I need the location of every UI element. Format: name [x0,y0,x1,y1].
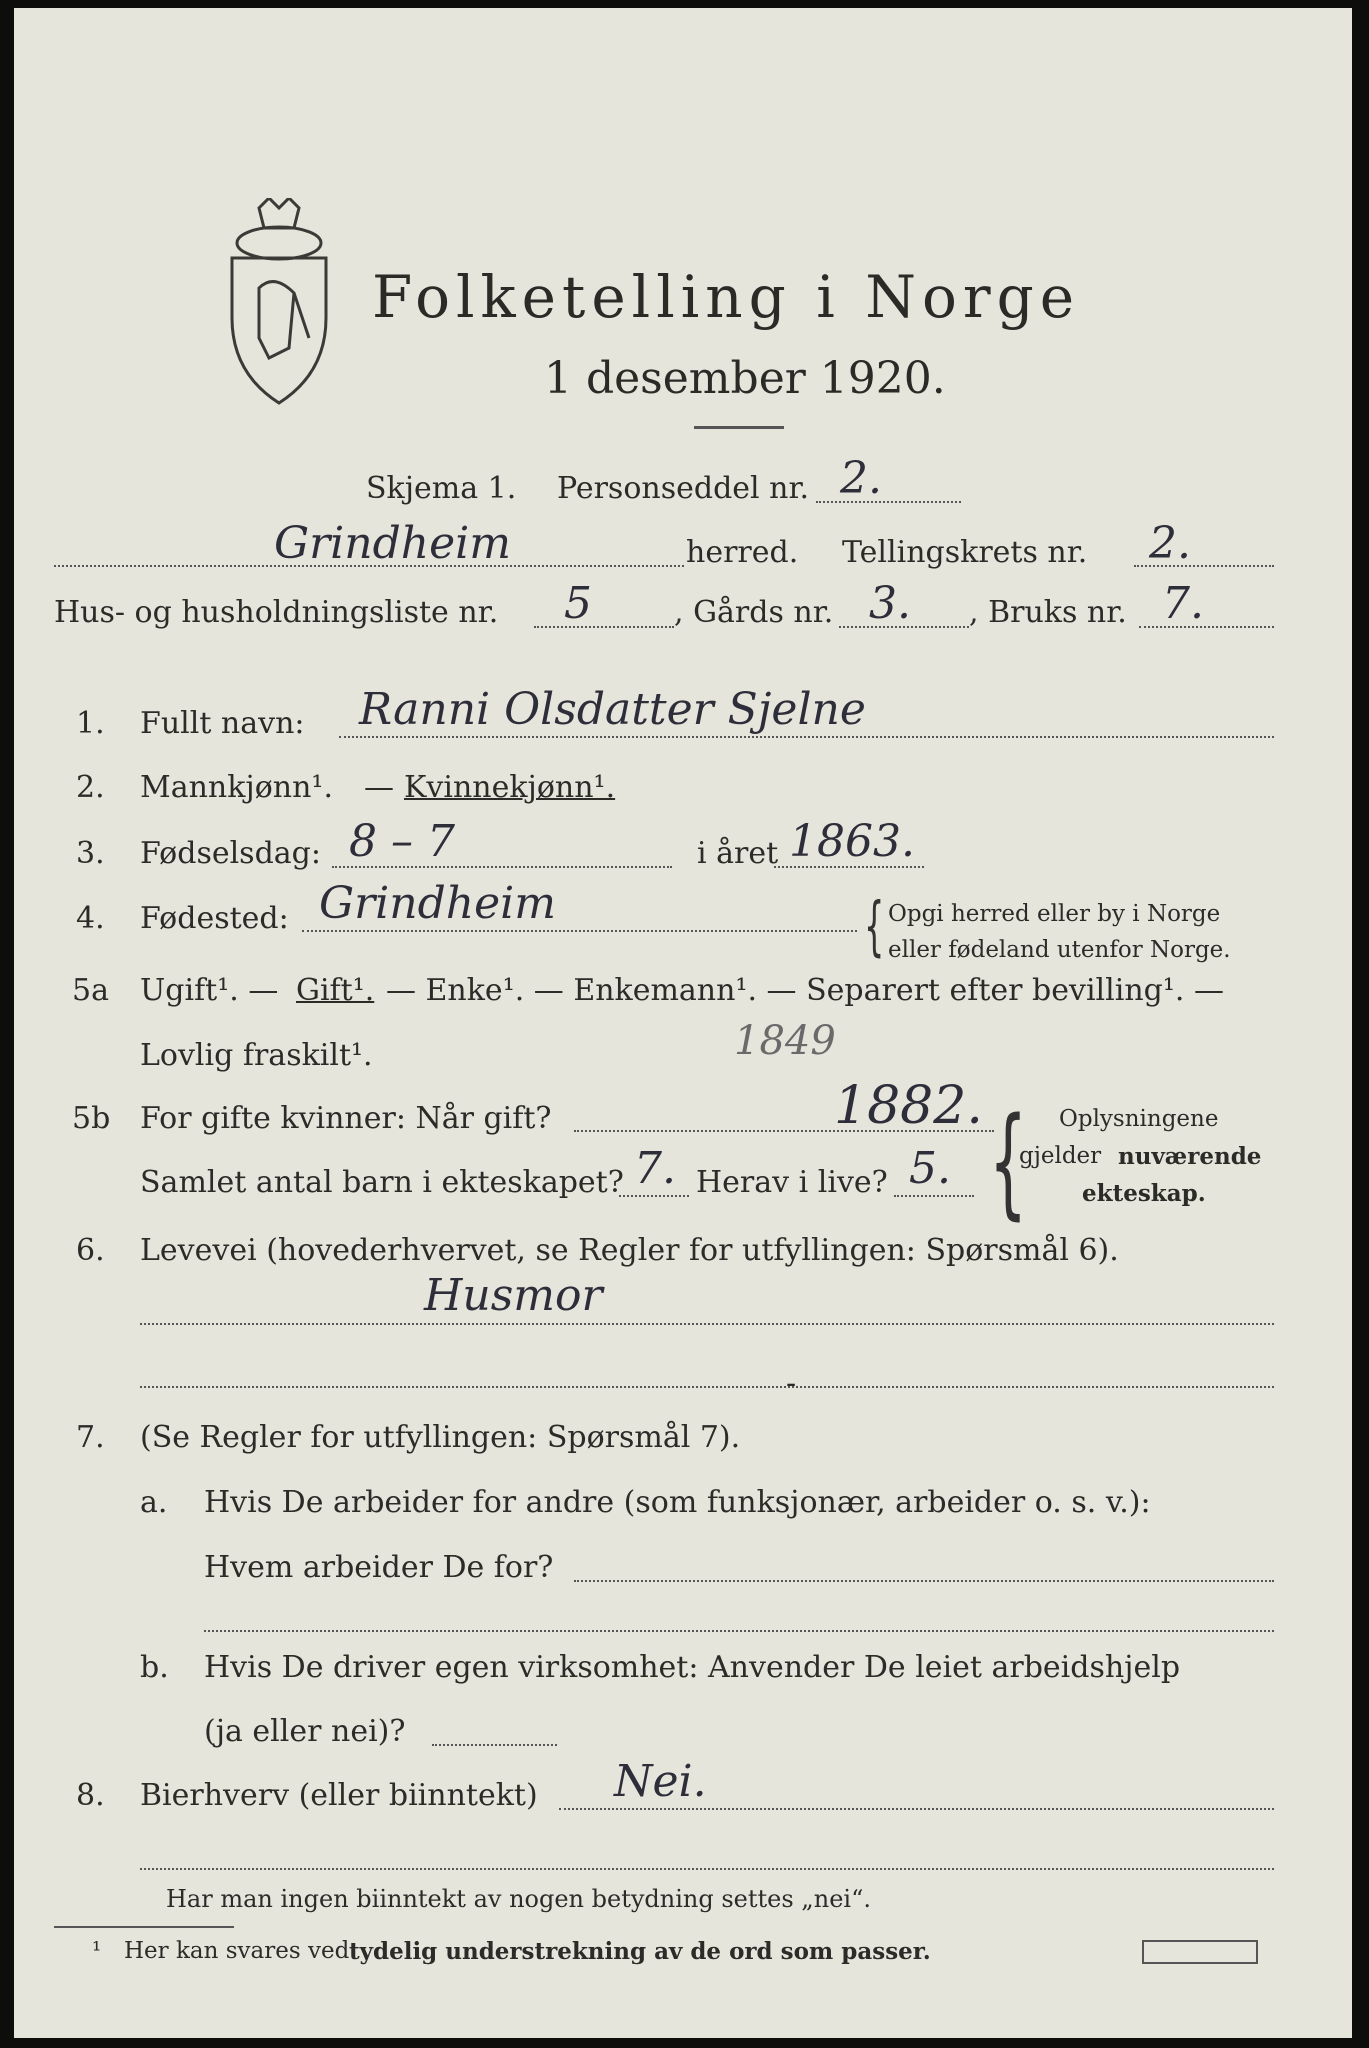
skjema-label: Skjema 1. [366,471,517,506]
q3-year-value: 1863. [789,816,915,867]
q2-mann: Mannkjønn¹. [140,770,333,805]
q6-line2-mark: - [786,1366,797,1401]
q2-separator: — [364,770,394,805]
tellingskrets-line [1134,565,1274,567]
herred-label: herred. [686,535,799,570]
personseddel-label: Personseddel nr. [557,471,810,506]
q5b-value1: 1882. [834,1076,983,1136]
printer-stamp [1142,1940,1258,1964]
biinntekt-note: Har man ingen biinntekt av nogen betydning settes „nei“. [166,1885,871,1913]
census-form-page [14,8,1352,2038]
q7b-line1: Hvis De driver egen virksomhet: Anvender De leiet arbeidshjelp [204,1650,1181,1685]
q5b-note-line2b: nuværende [1118,1143,1262,1170]
husliste-label: Hus- og husholdningsliste nr. [54,595,499,630]
q8-number: 8. [76,1778,105,1813]
q3-line [332,866,672,868]
herred-line [54,565,684,567]
coat-of-arms-icon [214,198,344,408]
form-title: Folketelling i Norge [372,263,1081,331]
personseddel-value: 2. [840,453,882,504]
q6-line1 [140,1323,1274,1325]
q3-value: 8 – 7 [349,816,455,867]
q6-label: Levevei (hovederhvervet, se Regler for utfyllingen: Spørsmål 6). [140,1233,1119,1268]
q7b-label: b. [140,1650,169,1685]
q8-line1 [559,1808,1274,1810]
q6-value: Husmor [424,1270,603,1321]
q6-line2 [140,1386,1274,1388]
q8-label: Bierhverv (eller biinntekt) [140,1778,538,1813]
q5b-brace: { [989,1093,1028,1232]
gards-value: 3. [869,578,911,629]
gards-label: , Gårds nr. [674,595,834,630]
q1-label: Fullt navn: [140,706,305,741]
herred-value: Grindheim [274,518,511,569]
q1-value: Ranni Olsdatter Sjelne [359,684,866,735]
q8-value: Nei. [614,1756,707,1807]
q5b-value3: 5. [909,1143,951,1194]
q7b-line2: (ja eller nei)? [204,1714,406,1749]
q7a-answer-line [574,1580,1274,1582]
q3-year-line [774,866,924,868]
q5b-note-line2a: gjelder [1019,1143,1102,1169]
husliste-line [534,626,674,628]
q5a-number: 5a [72,973,109,1008]
bruks-line [1139,626,1274,628]
q5b-line1 [574,1130,994,1132]
bruks-value: 7. [1162,578,1204,629]
q4-brace: { [864,890,885,964]
census-date: 1 desember 1920. [544,353,946,404]
q7a-label: a. [140,1485,168,1520]
title-divider [694,426,784,429]
q3-label: Fødselsdag: [140,836,321,871]
q5a-fraskilt: Lovlig fraskilt¹. [140,1038,373,1073]
bruks-label: , Bruks nr. [969,595,1127,630]
husliste-value: 5 [564,578,592,629]
footnote-mark: ¹ [92,1938,102,1964]
q1-line [339,736,1274,738]
q7a-line2: Hvem arbeider De for? [204,1550,554,1585]
q4-note-line2: eller fødeland utenfor Norge. [888,937,1231,963]
q7a-line1: Hvis De arbeider for andre (som funksjonær, arbeider o. s. v.): [204,1485,1151,1520]
q7-label: (Se Regler for utfyllingen: Spørsmål 7). [140,1420,741,1455]
q4-number: 4. [76,901,105,936]
q7a-answer-line2 [204,1630,1274,1632]
q2-number: 2. [76,770,105,805]
q5b-label3: Herav i live? [696,1165,888,1200]
q4-label: Fødested: [140,901,289,936]
q5a-pencil-note: 1849 [734,1018,836,1064]
gards-line [839,626,969,628]
q6-number: 6. [76,1233,105,1268]
q5a-ugift: Ugift¹. — [140,973,279,1008]
q5a-gift-underlined: Gift¹. [296,973,375,1008]
q5a-rest: — Enke¹. — Enkemann¹. — Separert efter bevilling¹. — [386,973,1224,1008]
footnote-text-a: Her kan svares ved [124,1938,350,1964]
q1-number: 1. [76,706,105,741]
q5b-number: 5b [72,1101,111,1136]
q4-value: Grindheim [319,878,556,929]
q5b-line3 [894,1195,974,1197]
q7-number: 7. [76,1420,105,1455]
tellingskrets-value: 2. [1149,518,1191,569]
footnote-text-b: tydelig understrekning av de ord som passer. [349,1938,931,1965]
q5b-label1: For gifte kvinner: Når gift? [140,1101,552,1136]
q3-number: 3. [76,836,105,871]
q5b-note-line1: Oplysningene [1059,1106,1219,1132]
q7b-answer-line [432,1744,557,1746]
q5b-line2 [619,1195,689,1197]
q4-line [302,930,857,932]
q5b-label2: Samlet antal barn i ekteskapet? [140,1165,624,1200]
q8-line2 [140,1868,1274,1870]
personseddel-line [816,501,961,503]
q2-kvinne-underlined: Kvinnekjønn¹. [404,770,616,805]
q5b-note-line3: ekteskap. [1082,1180,1206,1207]
q3-year-label: i året [697,836,779,871]
q5b-value2: 7. [634,1143,676,1194]
q4-note-line1: Opgi herred eller by i Norge [888,901,1221,927]
footnote-divider [54,1926,234,1928]
tellingskrets-label: Tellingskrets nr. [842,535,1088,570]
